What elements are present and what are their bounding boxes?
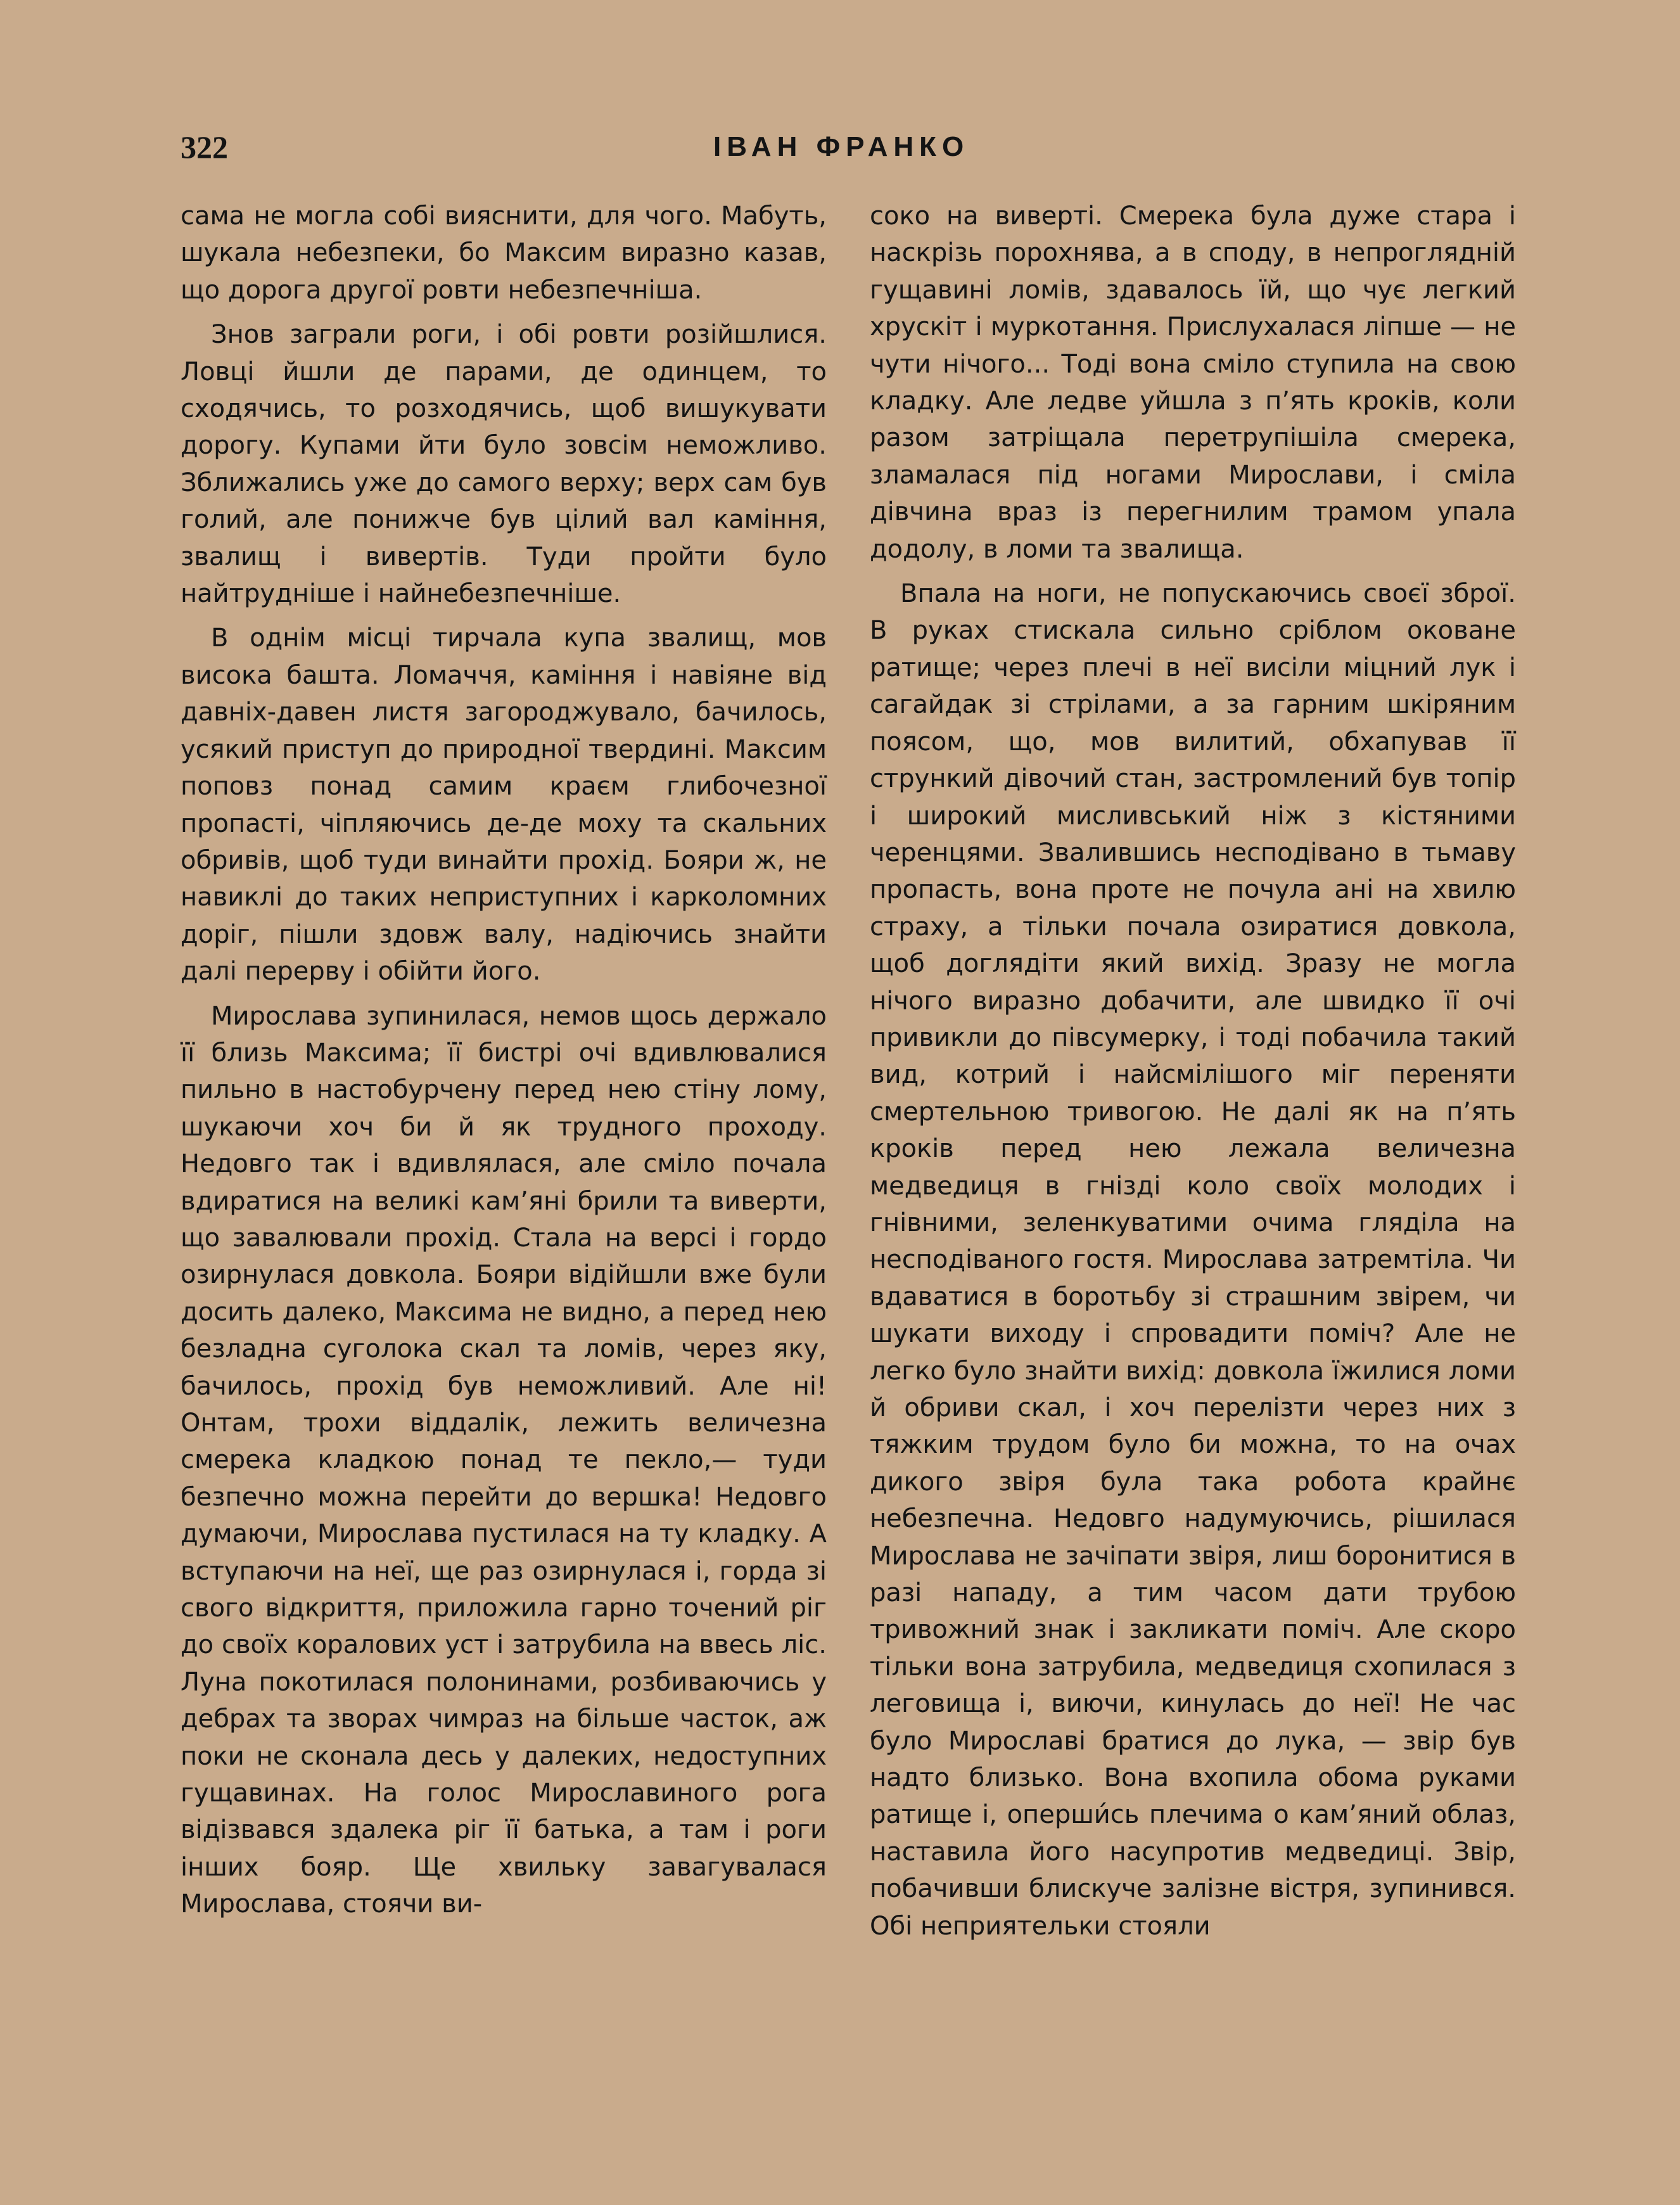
paragraph: сама не могла собі вияснити, для чого. Мабуть, шукала небезпеки, бо Максим виразно казав, що дорога другої ровти небезпечніша. (181, 201, 827, 305)
paragraph: Впала на ноги, не попускаючись своєї зброї. В руках стискала сильно сріблом оковане ратище; через плечі в неї висіли міцний лук і сагайдак зі стрілами, а за гарним шкіряним поясом, що, мов вилитий, обхапував її стрункий дівочий стан, застромлений був топір і широкий мисливський ніж з кістяними черенцями. Звалившись несподівано в тьмаву пропасть, вона проте не почула ані на хвилю страху, а тільки почала озиратися довкола, щоб доглядіти який вихід. Зразу не могла нічого виразно добачити, але швидко її очі привикли до півсумерку, і тоді побачила такий вид, котрий і найсмілішого міг переняти смертельною тривогою. Не далі як на п’ять кроків перед нею лежала величезна медведиця в гнізді коло своїх молодих і гнівними, зеленкуватими очима гляділа на несподіваного гостя. Мирослава затремтіла. Чи вдаватися в боротьбу зі страшним звірем, чи шукати виходу і спровадити поміч? Але не легко було знайти вихід: довкола їжилися ломи й обриви скал, і хоч перелізти через них з тяжким трудом було би можна, то на очах дикого звіря була така робота крайнє небезпечна. Недовго надумуючись, рішилася Мирослава не зачіпати звіря, лиш боронитися в разі нападу, а тим часом дати трубою тривожний знак і закликати поміч. Але скоро тільки вона затрубила, медведиця схопилася з леговища і, виючи, кинулась до неї! Не час було Мирославі братися до лука, — звір був надто близько. Вона вхопила обома руками ратище і, оперши́сь плечима о кам’яний облаз, наставила його насупротив медведиці. Звір, побачивши блискуче залізне вістря, зупинився. Обі неприятельки стояли (870, 579, 1516, 1941)
paragraph: Знов заграли роги, і обі ровти розійшлися. Ловці йшли де парами, де одинцем, то сходячись, то розходячись, щоб вишукувати дорогу. Купами йти було зовсім неможливо. Зближались уже до самого верху; верх сам був голий, але понижче був цілий вал каміння, звалищ і вивертів. Туди пройти було найтрудніше і найнебезпечніше. (181, 320, 827, 609)
paragraph: Мирослава зупинилася, немов щось держало її близь Максима; її бистрі очі вдивлювалися пильно в настобурчену перед нею стіну лому, шукаючи хоч би й як трудного проходу. Недовго так і вдивлялася, але сміло почала вдиратися на великі кам’яні брили та виверти, що завалювали прохід. Стала на версі і гордо озирнулася довкола. Бояри відійшли вже були досить далеко, Максима не видно, а перед нею безладна суголока скал та ломів, через яку, бачилось, прохід був неможливий. Але ні! Онтам, трохи віддалік, лежить величезна смерека кладкою понад те пекло,— туди безпечно можна перейти до вершка! Недовго думаючи, Мирослава пустилася на ту кладку. А вступаючи на неї, ще раз озирнулася і, горда зі свого відкриття, приложила гарно точений ріг до своїх коралових уст і затрубила на ввесь ліс. Луна покотилася полонинами, розбиваючись у дебрах та зворах чимраз на більше часток, аж поки не сконала десь у далеких, недоступних гущавинах. На голос Мирославиного рога відізвався здалека ріг її батька, а там і роги інших бояр. Ще хвильку завагувалася Мирослава, стоячи ви- (181, 1001, 827, 1919)
paragraph: соко на виверті. Смерека була дуже стара і наскрізь порохнява, а в споду, в непроглядній гущавині ломів, здавалось їй, що чує легкий хрускіт і муркотання. Прислухалася ліпше — не чути нічого... Тоді вона сміло ступила на свою кладку. Але ледве уйшла з п’ять кроків, коли разом затріщала перетрупішіла смерека, зламалася під ногами Мирослави, і сміла дівчина враз із перегнилим трамом упала додолу, в ломи та звалища. (870, 201, 1516, 564)
right-text-column (870, 198, 1516, 1952)
left-text-column (181, 198, 827, 1931)
page-number: 322 (181, 129, 228, 165)
paragraph: В однім місці тирчала купа звалищ, мов висока башта. Ломаччя, каміння і навіяне від давніх-давен листя загороджувало, бачилось, усякий приступ до природної твердині. Максим поповз понад самим краєм глибочезної пропасті, чіпляючись де-де моху та скальних обривів, щоб туди винайти прохід. Бояри ж, не навиклі до таких неприступних і карколомних доріг, пішли здовж валу, надіючись знайти далі перерву і обійти його. (181, 623, 827, 987)
running-head-author: ІВАН ФРАНКО (713, 131, 970, 162)
